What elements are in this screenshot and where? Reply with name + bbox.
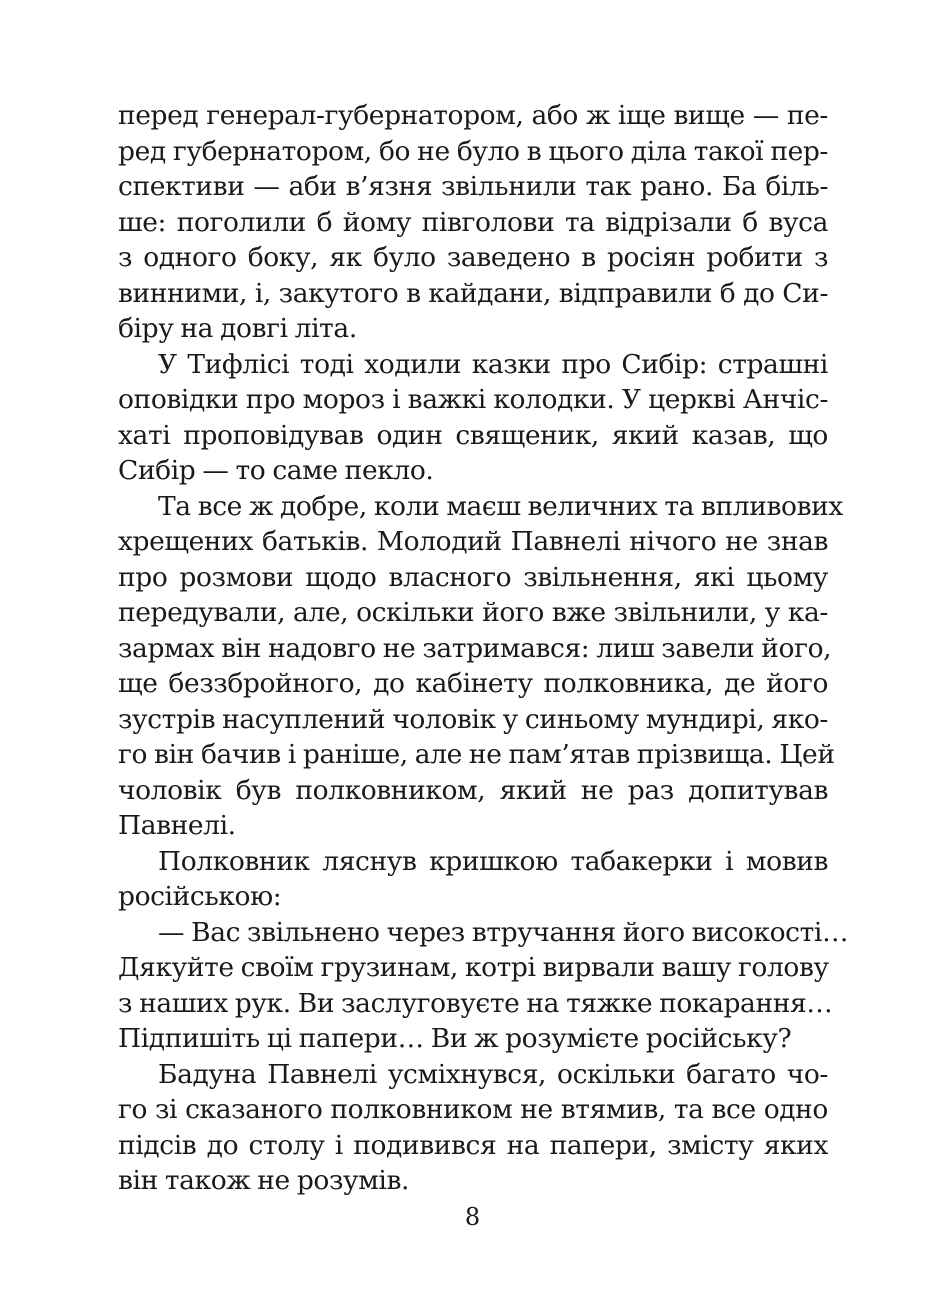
text-line: про розмови щодо власного звільнення, які цьому bbox=[118, 561, 828, 593]
text-line: зустрів насуплений чоловік у синьому мундирі, яко- bbox=[118, 703, 828, 735]
page-body-text bbox=[118, 98, 849, 1199]
text-line: з одного боку, як було заведено в росіян робити з bbox=[118, 242, 828, 273]
text-line: хрещених батьків. Молодий Павнелі нічого не знав bbox=[118, 526, 828, 557]
text-line: — Вас звільнено через втручання його високості… bbox=[158, 916, 849, 948]
text-line: хаті проповідував один священик, який казав, що bbox=[118, 419, 828, 451]
text-line: Дякуйте своїм грузинам, котрі вирвали вашу голову bbox=[118, 952, 829, 983]
text-line: підсів до столу і подивився на папери, змісту яких bbox=[118, 1129, 828, 1161]
text-line: винними, і, закутого в кайдани, відправили б до Си- bbox=[118, 277, 828, 309]
text-line: ред губернатором, бо не було в цього діла такої пер- bbox=[118, 135, 828, 167]
text-line: з наших рук. Ви заслуговуєте на тяжке покарання… bbox=[118, 987, 833, 1019]
text-line: передували, але, оскільки його вже звільнили, у ка- bbox=[118, 597, 828, 628]
text-line: він також не розумів. bbox=[118, 1165, 410, 1196]
text-line: спективи — аби в’язня звільнили так рано. Ба біль- bbox=[118, 171, 828, 202]
text-line: Полковник ляснув кришкою табакерки і мовив bbox=[158, 845, 828, 877]
page-number: 8 bbox=[464, 1203, 481, 1231]
text-line: перед генерал-губернатором, або ж іще вище — пе- bbox=[118, 100, 828, 131]
text-line: У Тифлісі тоді ходили казки про Сибір: страшні bbox=[158, 348, 828, 380]
text-line: Бадуна Павнелі усміхнувся, оскільки багато чо- bbox=[158, 1058, 828, 1090]
text-line: Підпишіть ці папери… Ви ж розумієте російську? bbox=[118, 1023, 792, 1054]
text-line: го зі сказаного полковником не втямив, та все одно bbox=[118, 1094, 828, 1125]
text-line: Павнелі. bbox=[118, 810, 236, 841]
text-line: Сибір — то саме пекло. bbox=[118, 455, 434, 486]
text-line: Та все ж добре, коли маєш величних та впливових bbox=[158, 490, 843, 522]
text-line: ше: поголили б йому півголови та відрізали б вуса bbox=[118, 206, 828, 238]
text-line: біру на довгі літа. bbox=[118, 313, 357, 344]
text-line: зармах він надовго не затримався: лиш завели його, bbox=[118, 632, 832, 664]
text-line: ще беззбройного, до кабінету полковника, де його bbox=[118, 668, 828, 699]
text-line: чоловік був полковником, який не раз допитував bbox=[118, 774, 828, 806]
text-line: російською: bbox=[118, 881, 282, 912]
text-line: оповідки про мороз і важкі колодки. У церкві Анчіс- bbox=[118, 384, 828, 415]
text-line: го він бачив і раніше, але не пам’ятав прізвища. Цей bbox=[118, 739, 835, 770]
